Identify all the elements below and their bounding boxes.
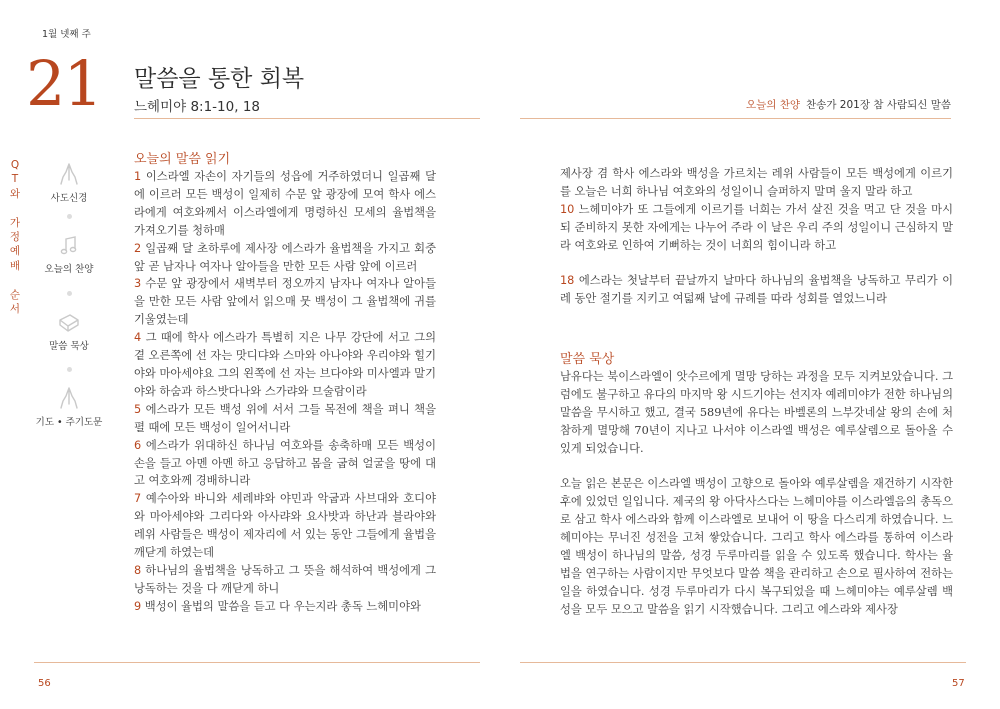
page-number-right: 57 — [952, 678, 965, 689]
verse-text: 예수아와 바니와 세레뱌와 야민과 악굽과 사브대와 호디야와 마아세야와 그리다와 아사랴와 요사밧과 하난과 블라야와 레위 사람들은 백성이 제자리에 서 있는 동안 그들에게 율법을 깨닫게 하였는데 — [134, 492, 436, 560]
praying-hands-icon — [58, 162, 80, 186]
verse — [560, 272, 953, 308]
day-number: 21 — [26, 47, 101, 120]
step-word-meditation — [24, 312, 114, 352]
step-separator-dot — [67, 291, 72, 296]
verse — [134, 401, 436, 437]
vertical-title-char: 서 — [9, 303, 21, 316]
step-label: 기도 • 주기도문 — [35, 417, 103, 428]
bible-book-icon — [57, 312, 81, 334]
vertical-title-char: 배 — [9, 259, 21, 272]
verse-number: 2 — [134, 241, 142, 255]
page-title: 말씀을 통한 회복 — [134, 66, 305, 92]
verse-number: 9 — [134, 599, 142, 613]
verse — [134, 168, 436, 240]
verse-number: 3 — [134, 277, 142, 291]
verse-text: 백성이 율법의 말씀을 듣고 다 우는지라 총독 느헤미야와 — [141, 599, 421, 613]
meditation-paragraph: 남유다는 북이스라엘이 앗수르에게 멸망 당하는 과정을 모두 지켜보았습니다. 그럼에도 불구하고 유다의 마지막 왕 시드기야는 선지자 예레미야가 전한 하나님의 말씀을 무시하고 했고, 결국 589년에 유다는 바벨론의 느부갓네살 왕의 손에 처참하게 멸망해 70년이 지나고 나서야 이스라엘 백성은 예루살렘으로 돌아올 수 있게 되었습니다. — [560, 370, 953, 455]
verse — [134, 275, 436, 329]
vertical-title — [8, 158, 22, 316]
reading-text-right — [560, 165, 953, 308]
verse-text: 에스라는 첫날부터 끝날까지 날마다 하나님의 율법책을 낭독하고 무리가 이레 동안 절기를 지키고 여덟째 날에 규례를 따라 성회를 열었느니라 — [560, 274, 953, 306]
step-label: 오늘의 찬양 — [44, 264, 94, 275]
reading-heading: 오늘의 말씀 읽기 — [134, 152, 231, 167]
verse-number: 5 — [134, 402, 142, 416]
verse-text: 수문 앞 광장에서 새벽부터 정오까지 남자나 여자나 알아들을 만한 모든 사람 앞에서 읽으매 뭇 백성이 그 율법책에 귀를 기울였는데 — [134, 277, 436, 327]
verse-number: 6 — [134, 438, 142, 452]
vertical-title-spacer — [8, 273, 22, 287]
reading-text-left — [134, 168, 436, 616]
praying-hands-icon — [58, 386, 80, 410]
hymn-line — [746, 97, 951, 112]
verse-number: 7 — [134, 492, 142, 506]
verse — [560, 201, 953, 255]
divider-top-left — [134, 118, 480, 119]
step-prayer — [24, 386, 114, 428]
scripture-reference: 느헤미야 8:1-10, 18 — [134, 99, 260, 115]
meditation-heading: 말씀 묵상 — [560, 352, 615, 367]
step-apostles-creed — [24, 162, 114, 204]
verse-number: 8 — [134, 563, 142, 577]
divider-bottom-left — [34, 662, 480, 663]
page-number-left: 56 — [38, 678, 51, 689]
verse — [560, 165, 953, 201]
step-label: 말씀 묵상 — [49, 341, 89, 352]
verse-gap — [560, 255, 953, 273]
vertical-title-char: 와 — [9, 187, 21, 200]
vertical-title-char: 순 — [9, 288, 21, 301]
verse — [134, 490, 436, 562]
vertical-title-char: Q — [10, 159, 20, 171]
verse — [134, 329, 436, 401]
verse-text: 그 때에 학사 에스라가 특별히 지은 나무 강단에 서고 그의 곁 오른쪽에 선 자는 맛디댜와 스마와 아나야와 우리야와 힐기야와 마아세야요 그의 왼쪽에 선 자는 브다야와 미사엘과 말기야와 하숨과 하스밧다나와 스가랴와 므술람이라 — [134, 331, 436, 398]
step-label: 사도신경 — [50, 193, 88, 204]
verse-number: 4 — [134, 331, 142, 345]
verse-text: 하나님의 율법책을 낭독하고 그 뜻을 해석하여 백성에게 그 낭독하는 것을 다 깨닫게 하니 — [134, 563, 436, 595]
hymn-text: 찬송가 201장 참 사람되신 말씀 — [806, 99, 951, 111]
verse-text: 일곱째 달 초하루에 제사장 에스라가 율법책을 가지고 회중 앞 곧 남자나 여자나 알아들을 만한 모든 사람 앞에 이르러 — [134, 241, 436, 273]
vertical-title-char: T — [11, 173, 19, 186]
verse — [134, 562, 436, 598]
verse — [134, 240, 436, 276]
hymn-label: 오늘의 찬양 — [745, 99, 801, 111]
paragraph-gap — [560, 458, 953, 476]
step-separator-dot — [67, 367, 72, 372]
verse-text: 이스라엘 자손이 자기들의 성읍에 거주하였더니 일곱째 달에 이르러 모든 백성이 일제히 수문 앞 광장에 모여 학사 에스라에게 여호와께서 이스라엘에게 명령하신 모세의 율법책을 가져오기를 청하매 — [134, 170, 436, 237]
step-todays-hymn — [24, 235, 114, 275]
week-label: 1월 넷째 주 — [42, 29, 91, 40]
verse-text: 느헤미야가 또 그들에게 이르기를 너희는 가서 살진 것을 먹고 단 것을 마시되 준비하지 못한 자에게는 나누어 주라 이 날은 우리 주의 성일이니 근심하지 말라 여호와로 인하여 기뻐하는 것이 너희의 힘이니라 하고 — [560, 202, 953, 252]
vertical-title-char: 정 — [9, 231, 21, 244]
verse-number: 18 — [560, 274, 575, 288]
meditation-text — [560, 368, 953, 619]
divider-top-right — [520, 118, 951, 119]
verse-text: 에스라가 모든 백성 위에 서서 그들 목전에 책을 펴니 책을 펼 때에 모든 백성이 일어서니라 — [134, 402, 436, 434]
music-note-icon — [58, 235, 80, 257]
verse-number: 1 — [134, 170, 142, 183]
verse — [134, 598, 436, 616]
vertical-title-char: 예 — [9, 245, 21, 258]
verse-text: 에스라가 위대하신 하나님 여호와를 송축하매 모든 백성이 손을 들고 아멘 아멘 하고 응답하고 몸을 굽혀 얼굴을 땅에 대고 여호와께 경배하니라 — [134, 438, 436, 488]
vertical-title-spacer — [8, 201, 22, 215]
divider-bottom-right — [520, 662, 966, 663]
step-separator-dot — [67, 214, 72, 219]
verse — [134, 437, 436, 491]
meditation-paragraph: 오늘 읽은 본문은 이스라엘 백성이 고향으로 돌아와 예루살렘을 재건하기 시작한 후에 있었던 일입니다. 제국의 왕 아닥사스다는 느헤미야를 이스라엘음의 총독으로 삼고 학사 에스라와 함께 이스라엘로 보내어 이 땅을 다스리게 하였습니다. 느헤미야는 무너진 성전을 고쳐 쌓았습니다. 그리고 학사 에스라를 통하여 이스라엘 백성이 하나님의 말씀, 성경 두루마리를 읽을 수 있도록 했습니다. 학사는 율법을 연구하는 사람이지만 무엇보다 말씀 책을 관리하고 손으로 필사하여 전하는 일을 하였습니다. 성경 두루마리가 다시 복구되었을 때 느헤미야는 예루살렘 백성을 모두 모으고 말씀을 읽기 시작했습니다. 그리고 에스라와 제사장 — [560, 477, 953, 616]
verse-number: 10 — [560, 202, 575, 216]
verse-text: 제사장 겸 학사 에스라와 백성을 가르치는 레위 사람들이 모든 백성에게 이르기를 오늘은 너희 하나님 여호와의 성일이니 슬퍼하지 말며 울지 말라 하고 — [560, 167, 953, 198]
vertical-title-char: 가 — [9, 216, 21, 229]
